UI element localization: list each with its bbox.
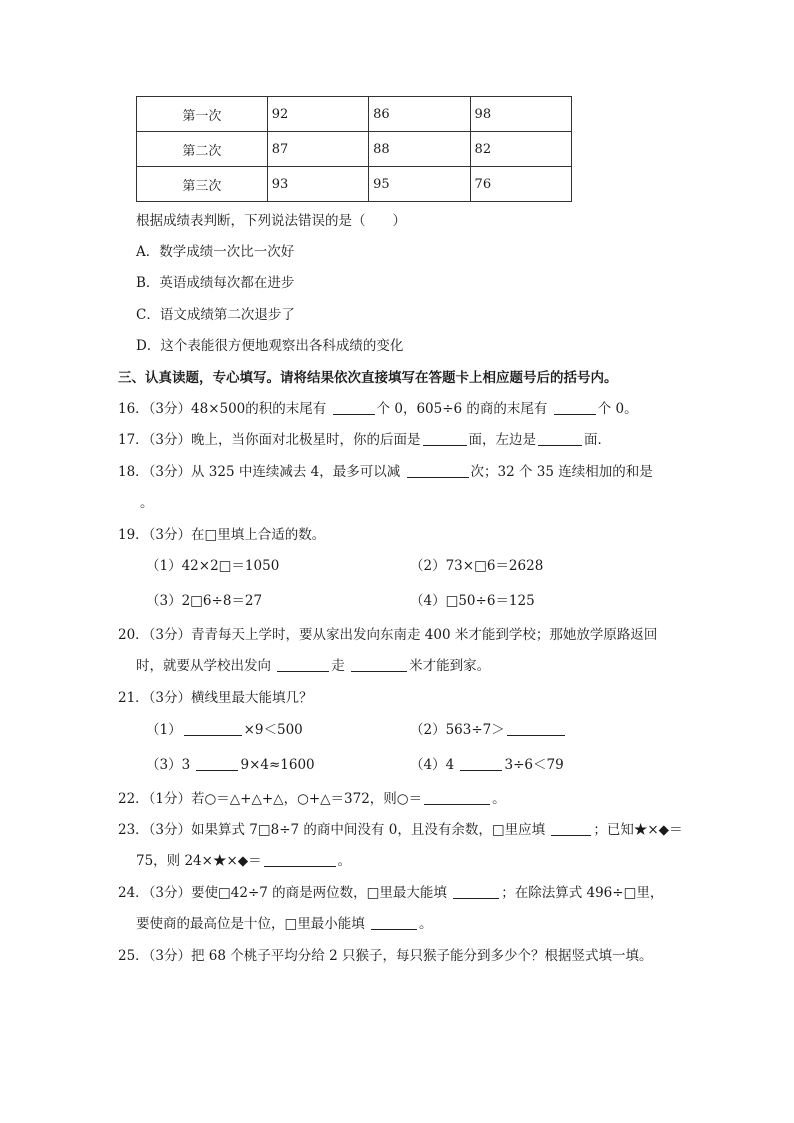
row-label: 第二次 [137,132,268,167]
question-text: 个 0。 [597,401,638,417]
table-cell: 92 [267,97,368,132]
question-text: 面，左边是 [468,432,537,448]
sub-item: （3）2□6÷8＝27 [146,593,263,609]
question-20-cont [136,654,490,674]
answer-blank[interactable] [507,721,565,736]
question-text: 。 [419,916,433,932]
option-d: D．这个表能很方便地观察出各科成绩的变化 [136,338,404,354]
question-text: 时，就要从学校出发向 [136,658,276,674]
sub-item [146,718,303,738]
question-17 [118,428,611,448]
sub-item: （2）73×□6＝2628 [410,558,544,574]
table-cell: 86 [369,97,470,132]
table-row [137,167,572,202]
question-text: 。 [140,495,154,511]
table-cell: 87 [267,132,368,167]
question-24-cont [136,912,433,932]
question-text: 3÷6＜79 [504,757,564,773]
question-text: （2）563÷7＞ [410,722,505,738]
sub-item [146,753,315,773]
option-b: B．英语成绩每次都在进步 [136,275,295,291]
question-text: ×9＜500 [243,722,303,738]
question-text: 16．（3分）48×500的积的末尾有 [118,401,331,417]
answer-blank[interactable] [460,756,502,771]
sub-item [410,753,564,773]
question-text: （4）4 [410,757,459,773]
question-text: 17．（3分）晚上，当你面对北极星时，你的后面是 [118,432,421,448]
table-cell: 82 [470,132,571,167]
question-20: 20．（3分）青青每天上学时，要从家出发向东南走 400 米才能到学校；那她放学原路返回 [118,627,658,643]
answer-blank[interactable] [538,431,582,446]
sub-item: （4）□50÷6＝125 [410,593,535,609]
question-prompt: 根据成绩表判断，下列说法错误的是（ ） [136,213,406,229]
table-cell: 93 [267,167,368,202]
answer-blank[interactable] [264,852,336,867]
answer-blank[interactable] [351,657,407,672]
table-cell: 88 [369,132,470,167]
question-text: 个 0，605÷6 的商的末尾有 [376,401,552,417]
answer-blank[interactable] [554,400,596,415]
question-text: 23．（3分）如果算式 7□8÷7 的商中间没有 0，且没有余数，□里应填 [118,822,550,838]
question-21-title: 21．（3分）横线里最大能填几？ [118,690,313,706]
question-text: （3）3 [146,757,195,773]
question-19-title: 19．（3分）在□里填上合适的数。 [118,527,326,543]
question-text: 18．（3分）从 325 中连续减去 4，最多可以减 [118,464,405,480]
question-25: 25．（3分）把 68 个桃子平均分给 2 只猴子，每只猴子能分到多少个？根据竖式填一填。 [118,948,653,964]
question-16 [118,397,638,417]
question-text: ；已知★×◆＝ [593,822,683,838]
sub-item: （1）42×2□＝1050 [146,558,280,574]
answer-blank[interactable] [371,915,417,930]
question-23-cont [136,849,351,869]
answer-blank[interactable] [423,431,467,446]
question-text: 22．（1分）若○＝△+△+△，○+△＝372，则○＝ [118,791,423,807]
question-text: （1） [146,722,182,738]
question-text: 9×4≈1600 [240,757,315,773]
question-text: 。 [337,853,352,869]
question-22 [118,787,506,807]
question-text: 24．（3分）要使□42÷7 的商是两位数，□里最大能填 [118,885,452,901]
answer-blank[interactable] [196,756,238,771]
answer-blank[interactable] [551,821,591,836]
table-cell: 76 [470,167,571,202]
answer-blank[interactable] [453,884,499,899]
question-text: 要使商的最高位是十位，□里最小能填 [136,916,370,932]
question-text: 。 [492,791,506,807]
score-table [136,96,572,202]
row-label: 第一次 [137,97,268,132]
question-18 [118,460,653,480]
answer-blank[interactable] [424,790,490,805]
section-heading: 三、认真读题，专心填写。请将结果依次直接填写在答题卡上相应题号后的括号内。 [118,370,618,386]
answer-blank[interactable] [184,721,242,736]
question-text: ；在除法算式 496÷□里， [501,885,664,901]
answer-blank[interactable] [333,400,375,415]
question-text: 75，则 24×★×◆＝ [136,853,262,869]
option-a: A．数学成绩一次比一次好 [136,244,295,260]
answer-blank[interactable] [407,463,469,478]
table-cell: 98 [470,97,571,132]
sub-item [410,718,567,738]
question-text: 走 [331,658,350,674]
option-c: C．语文成绩第二次退步了 [136,307,295,323]
question-23 [118,818,683,838]
question-text: 次；32 个 35 连续相加的和是 [470,464,653,480]
question-24 [118,881,663,901]
row-label: 第三次 [137,167,268,202]
table-row [137,97,572,132]
table-row [137,132,572,167]
question-text: 米才能到家。 [409,658,491,674]
table-cell: 95 [369,167,470,202]
answer-blank[interactable] [277,657,329,672]
question-text: 面． [584,432,612,448]
question-18-cont [136,491,154,511]
